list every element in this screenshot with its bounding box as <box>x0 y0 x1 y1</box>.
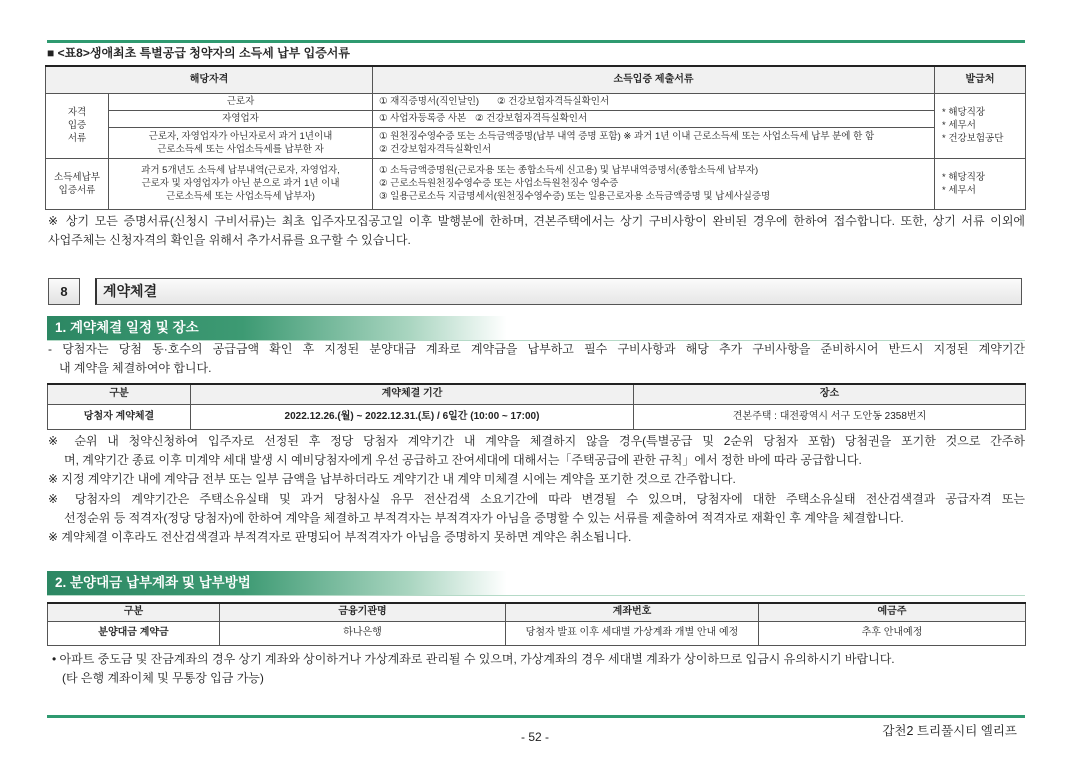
table-header-row <box>48 603 1026 621</box>
header-location: 장소 <box>634 384 1026 404</box>
note-line: ※ 계약체결 이후라도 전산검색결과 부적격자로 판명되어 부적격자가 아님을 증명하지 못하면 계약은 취소됩니다. <box>48 530 632 545</box>
section-title: 계약체결 <box>95 278 1022 305</box>
table-footnote <box>48 212 1025 250</box>
qualification-cell <box>109 110 373 127</box>
location-cell: 견본주택 : 대전광역시 서구 도안동 2358번지 <box>634 404 1026 429</box>
qualification-line: 근로자, 자영업자가 아닌자로서 과거 1년이내 <box>148 130 333 142</box>
header-contract-period: 계약체결 기간 <box>191 384 634 404</box>
header-qualification: 해당자격 <box>46 66 373 93</box>
footnote-line: ※ 상기 모든 증명서류(신청시 구비서류)는 최초 입주자모집공고일 이후 발행분에 한하며, 견본주택에서는 상기 구비사항이 완비된 경우에 한하여 접수합니다. 또한, 상기 서류 이외에 <box>48 214 1025 228</box>
header-bank-name: 금융기관명 <box>220 603 506 621</box>
contract-intro <box>48 340 1025 378</box>
documents-cell <box>373 110 935 127</box>
group-label-line: 입증 <box>67 120 87 131</box>
contract-notes <box>48 432 1025 548</box>
table-row <box>46 93 1026 110</box>
bullet-line: • 아파트 중도금 및 잔금계좌의 경우 상기 계좌와 상이하거나 가상계좌로 관리될 수 있으며, 가상계좌의 경우 세대별 계좌가 상이하므로 입금시 유의하시기 바랍니다. <box>52 651 895 666</box>
document-item: ② 건강보험자격득실확인서 <box>475 113 588 124</box>
note-line: ※ 지정 계약기간 내에 계약금 전부 또는 일부 금액을 납부하더라도 계약기간 내 계약 미체결 시에는 계약을 포기한 것으로 간주합니다. <box>48 472 736 487</box>
subsection-heading-contract-schedule: 1. 계약체결 일정 및 장소 <box>47 316 1025 341</box>
qualification-line: 근로소득세 또는 사업소득세 납부자) <box>166 191 315 202</box>
qualification-cell <box>109 93 373 110</box>
top-rule <box>47 40 1025 43</box>
contract-period-cell: 2022.12.26.(월) ~ 2022.12.31.(토) / 6일간 (10:00 ~ 17:00) <box>191 404 634 429</box>
qualification-line: 자영업자 <box>222 113 259 124</box>
note-line: 며, 계약기간 종료 이후 미계약 세대 발생 시 예비당첨자에게 우선 공급하고 잔여세대에 대해서는「주택공급에 관한 규칙」에서 정한 바에 따라 공급합니다. <box>64 452 862 467</box>
document-line: ① 원천징수영수증 또는 소득금액증명(납부 내역 증명 포함) ※ 과거 1년 이내 근로소득세 또는 사업소득세 납부 분에 한 함 <box>379 130 875 142</box>
document-line: ① 소득금액증명원(근로자용 또는 종합소득세 신고용) 및 납부내역증명서(종합소득세 납부자) <box>379 165 759 176</box>
document-line: ② 건강보험자격득실확인서 <box>379 143 492 155</box>
table-row <box>48 404 1026 429</box>
group-label-line: 소득세납부 <box>54 171 100 183</box>
group-label-line: 입증서류 <box>58 184 96 196</box>
account-number-cell: 당첨자 발표 이후 세대별 가상계좌 개별 안내 예정 <box>506 621 759 645</box>
group-label-line: 자격 <box>67 107 87 118</box>
page-number: - 52 - <box>520 730 549 744</box>
qualification-line: 근로자 및 자영업자가 아닌 분으로 과거 1년 이내 <box>141 178 340 189</box>
group-label-tax-payment-proof <box>46 158 109 209</box>
header-issuer: 발급처 <box>935 66 1026 93</box>
header-category: 구분 <box>48 384 191 404</box>
documents-cell <box>373 93 935 110</box>
documents-cell <box>373 158 935 209</box>
category-cell: 당첨자 계약체결 <box>48 404 191 429</box>
note-line: ※ 순위 내 청약신청하여 입주자로 선정된 후 정당 당첨자 계약기간 내 계약을 체결하지 않을 경우(특별공급 및 2순위 당첨자 포함) 당첨권을 포기한 것으로 간주하 <box>48 433 1025 448</box>
account-holder-cell: 추후 안내예정 <box>759 621 1026 645</box>
issuer-line: * 세무서 <box>942 184 976 196</box>
table-row <box>46 110 1026 127</box>
qualification-line: 근로소득세 또는 사업소득세를 납부한 자 <box>157 143 324 155</box>
group-label-line: 서류 <box>67 133 87 144</box>
document-line: ③ 일용근로소득 지급명세서(원천징수영수증) 또는 일용근로자용 소득금액증명 및 납세사실증명 <box>379 191 771 202</box>
qualification-cell <box>109 127 373 158</box>
qualification-line: 과거 5개년도 소득세 납부내역(근로자, 자영업자, <box>141 165 340 176</box>
payment-notes <box>52 650 1025 688</box>
document-item: ① 재직증명서(직인날인) <box>379 96 480 107</box>
table-header-row <box>46 66 1026 93</box>
issuer-line: * 건강보험공단 <box>942 133 1004 144</box>
category-cell: 분양대금 계약금 <box>48 621 220 645</box>
bullet-line: (타 은행 계좌이체 및 무통장 입금 가능) <box>62 670 264 685</box>
document-item: ① 사업자등록증 사본 <box>379 113 467 124</box>
qualification-cell <box>109 158 373 209</box>
project-name: 갑천2 트리풀시티 엘리프 <box>882 724 1017 738</box>
bank-name-cell: 하나은행 <box>220 621 506 645</box>
contract-schedule-table <box>47 383 1026 430</box>
document-item: ② 건강보험자격득실확인서 <box>497 96 610 107</box>
table-row <box>46 158 1026 209</box>
issuer-line: * 해당직장 <box>942 171 986 183</box>
intro-line: 내 계약을 체결하여야 합니다. <box>59 361 212 375</box>
header-category: 구분 <box>48 603 220 621</box>
income-proof-table <box>45 65 1026 210</box>
table-row <box>46 127 1026 158</box>
issuer-cell <box>935 93 1026 158</box>
note-line: 선정순위 등 적격자(정당 당첨자)에 한하여 계약을 체결하고 부적격자는 부적격자가 아님을 증명할 수 있는 서류를 제출하여 적격자로 재확인 후 계약을 체결합니다. <box>64 511 904 526</box>
document-line: ② 근로소득원천징수영수증 또는 사업소득원천징수 영수증 <box>379 178 619 189</box>
qualification-line: 근로자 <box>226 96 255 107</box>
table-title: ■ <표8>생애최초 특별공급 청약자의 소득세 납부 입증서류 <box>47 46 350 60</box>
header-account-holder: 예금주 <box>759 603 1026 621</box>
header-account-number: 계좌번호 <box>506 603 759 621</box>
payment-account-table <box>47 602 1026 646</box>
footer-rule <box>47 715 1025 718</box>
header-documents: 소득입증 제출서류 <box>373 66 935 93</box>
footnote-line: 사업주체는 신청자격의 확인을 위해서 추가서류를 요구할 수 있습니다. <box>48 233 411 247</box>
intro-line: - 당첨자는 당첨 동·호수의 공급금액 확인 후 지정된 분양대금 계좌로 계약금을 납부하고 필수 구비사항과 해당 추가 구비사항을 준비하시어 반드시 지정된 계약기간 <box>48 342 1025 356</box>
group-label-qualification-proof <box>46 93 109 158</box>
note-line: ※ 당첨자의 계약기간은 주택소유실태 및 과거 당첨사실 유무 전산검색 소요기간에 따라 변경될 수 있으며, 당첨자에 대한 주택소유실태 전산검색결과 공급자격 또는 <box>48 491 1025 506</box>
issuer-cell <box>935 158 1026 209</box>
issuer-line: * 해당직장 <box>942 107 986 118</box>
issuer-line: * 세무서 <box>942 120 976 131</box>
subsection-heading-payment-account: 2. 분양대금 납부계좌 및 납부방법 <box>47 571 1025 596</box>
table-row <box>48 621 1026 645</box>
documents-cell <box>373 127 935 158</box>
table-header-row <box>48 384 1026 404</box>
section-number: 8 <box>48 278 80 305</box>
